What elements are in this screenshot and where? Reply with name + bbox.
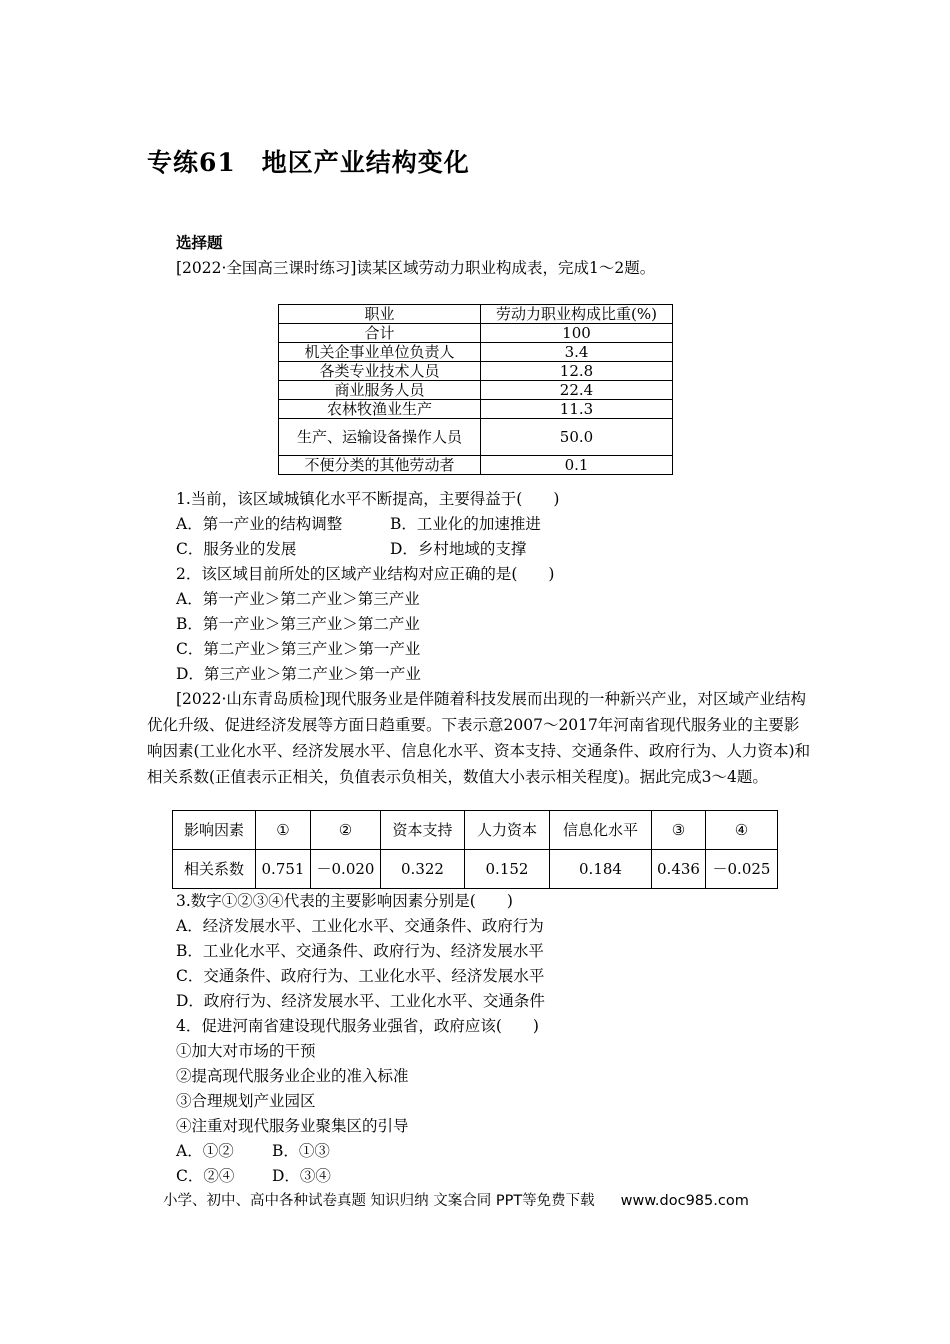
intro-paragraph-2: [2022·山东青岛质检]现代服务业是伴随着科技发展而出现的一种新兴产业，对区域产业结构优化升级、促进经济发展等方面日趋重要。下表示意2007～2017年河南省现代服务业的主要影响因素(工业化水平、经济发展水平、信息化水平、资本支持、交通条件、政府行为、人力资本)和相关系数(正值表示正相关，负值表示负相关，数值大小表示相关程度)。据此完成3～4题。 bbox=[147, 690, 811, 786]
table-cell: 不便分类的其他劳动者 bbox=[279, 456, 481, 475]
option-d: D．③④ bbox=[272, 1167, 331, 1185]
table-cell: －0.025 bbox=[706, 850, 778, 889]
table-row bbox=[279, 343, 673, 362]
option-c: C．第二产业＞第三产业＞第一产业 bbox=[176, 640, 421, 658]
table-cell: 商业服务人员 bbox=[279, 381, 481, 400]
table-header-cell: ② bbox=[311, 811, 381, 850]
questions-3-4 bbox=[176, 889, 545, 1189]
table-header-cell: 劳动力职业构成比重(%) bbox=[481, 305, 673, 324]
question-4-stem: 4．促进河南省建设现代服务业强省，政府应该( ) bbox=[176, 1017, 539, 1035]
table-row bbox=[279, 362, 673, 381]
statement-2: ②提高现代服务业企业的准入标准 bbox=[176, 1067, 409, 1085]
statement-1: ①加大对市场的干预 bbox=[176, 1042, 316, 1060]
table-cell: －0.020 bbox=[311, 850, 381, 889]
occupation-table bbox=[278, 304, 673, 475]
statement-4: ④注重对现代服务业聚集区的引导 bbox=[176, 1117, 409, 1135]
option-a: A．第一产业＞第二产业＞第三产业 bbox=[176, 590, 420, 608]
table-row bbox=[173, 850, 778, 889]
table-row bbox=[279, 419, 673, 456]
question-2-stem: 2．该区域目前所处的区域产业结构对应正确的是( ) bbox=[176, 565, 555, 583]
table-header-cell: 信息化水平 bbox=[550, 811, 652, 850]
option-b: B．①③ bbox=[272, 1142, 330, 1160]
table-cell: 生产、运输设备操作人员 bbox=[279, 419, 481, 456]
table-cell: 合计 bbox=[279, 324, 481, 343]
table-cell: 12.8 bbox=[481, 362, 673, 381]
table-header-row bbox=[279, 305, 673, 324]
option-d: D．乡村地域的支撑 bbox=[390, 540, 527, 558]
intro-paragraph-1: [2022·全国高三课时练习]读某区域劳动力职业构成表，完成1～2题。 bbox=[176, 259, 656, 277]
table-cell: 机关企事业单位负责人 bbox=[279, 343, 481, 362]
table-cell: 0.1 bbox=[481, 456, 673, 475]
correlation-table bbox=[172, 810, 778, 889]
statement-3: ③合理规划产业园区 bbox=[176, 1092, 316, 1110]
option-a: A．经济发展水平、工业化水平、交通条件、政府行为 bbox=[176, 917, 544, 935]
option-d: D．政府行为、经济发展水平、工业化水平、交通条件 bbox=[176, 992, 545, 1010]
table-cell: 农林牧渔业生产 bbox=[279, 400, 481, 419]
table-cell: 0.322 bbox=[381, 850, 465, 889]
question-4-options-ab bbox=[176, 1139, 545, 1164]
table-header-cell: 职业 bbox=[279, 305, 481, 324]
footer-link[interactable]: www.doc985.com bbox=[620, 1193, 749, 1209]
table-header-cell: 影响因素 bbox=[173, 811, 256, 850]
table-cell: 22.4 bbox=[481, 381, 673, 400]
page-title: 专练61 地区产业结构变化 bbox=[147, 148, 470, 177]
table-cell: 50.0 bbox=[481, 419, 673, 456]
option-a: A．第一产业的结构调整 bbox=[176, 515, 343, 533]
table-header-cell: 人力资本 bbox=[465, 811, 550, 850]
table-cell: 0.436 bbox=[652, 850, 706, 889]
questions-1-2 bbox=[176, 487, 559, 687]
table-header-cell: ① bbox=[256, 811, 311, 850]
table-cell: 100 bbox=[481, 324, 673, 343]
table-cell: 3.4 bbox=[481, 343, 673, 362]
option-d: D．第三产业＞第二产业＞第一产业 bbox=[176, 665, 421, 683]
table-cell: 相关系数 bbox=[173, 850, 256, 889]
option-c: C．交通条件、政府行为、工业化水平、经济发展水平 bbox=[176, 967, 545, 985]
section-heading: 选择题 bbox=[176, 233, 223, 252]
option-a: A．①② bbox=[176, 1142, 234, 1160]
table-row bbox=[279, 400, 673, 419]
question-4-options-cd bbox=[176, 1164, 545, 1189]
option-c: C．服务业的发展 bbox=[176, 540, 297, 558]
table-cell: 0.751 bbox=[256, 850, 311, 889]
option-c: C．②④ bbox=[176, 1167, 235, 1185]
table-row bbox=[279, 381, 673, 400]
table-cell: 0.152 bbox=[465, 850, 550, 889]
question-1-options-ab bbox=[176, 512, 559, 537]
table-header-cell: ④ bbox=[706, 811, 778, 850]
option-b: B．工业化水平、交通条件、政府行为、经济发展水平 bbox=[176, 942, 544, 960]
page-footer bbox=[163, 1190, 749, 1212]
question-3-stem: 3.数字①②③④代表的主要影响因素分别是( ) bbox=[176, 892, 513, 910]
table-cell: 11.3 bbox=[481, 400, 673, 419]
footer-text: 小学、初中、高中各种试卷真题 知识归纳 文案合同 PPT等免费下载 bbox=[163, 1193, 595, 1209]
table-cell: 0.184 bbox=[550, 850, 652, 889]
question-1-stem: 1.当前，该区域城镇化水平不断提高，主要得益于( ) bbox=[176, 490, 560, 508]
table-header-row bbox=[173, 811, 778, 850]
table-cell: 各类专业技术人员 bbox=[279, 362, 481, 381]
table-row bbox=[279, 456, 673, 475]
option-b: B．第一产业＞第三产业＞第二产业 bbox=[176, 615, 420, 633]
table-row bbox=[279, 324, 673, 343]
question-1-options-cd bbox=[176, 537, 559, 562]
table-header-cell: ③ bbox=[652, 811, 706, 850]
option-b: B．工业化的加速推进 bbox=[390, 515, 541, 533]
table-header-cell: 资本支持 bbox=[381, 811, 465, 850]
